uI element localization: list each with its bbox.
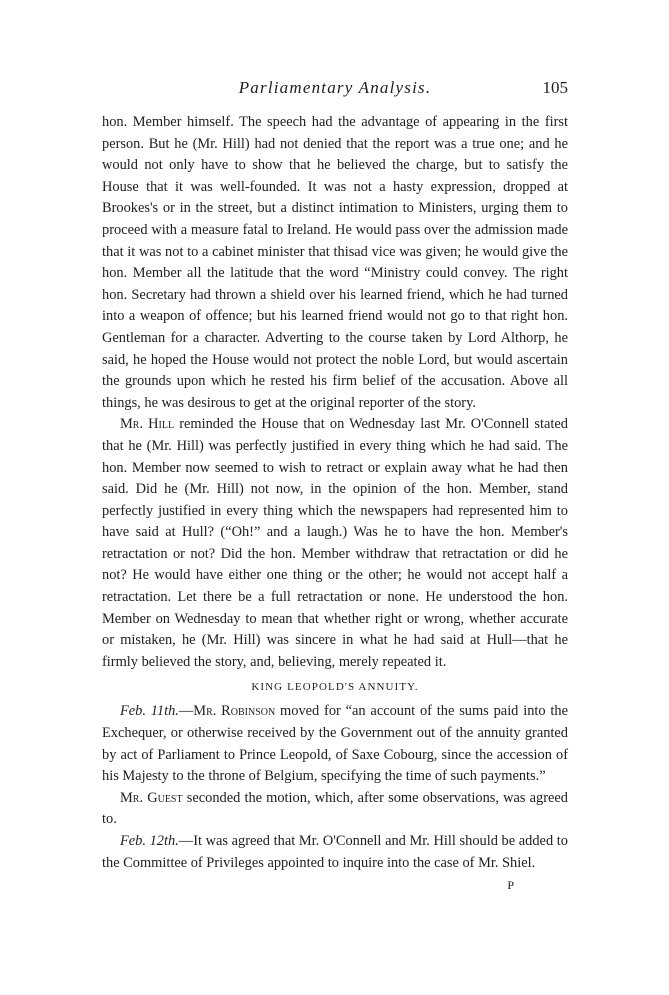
book-page bbox=[102, 78, 568, 893]
running-title: Parliamentary Analysis. bbox=[238, 78, 432, 97]
signature-mark: P bbox=[507, 878, 514, 893]
paragraph-mr-hill bbox=[102, 414, 568, 673]
paragraph-text: seconded the motion, which, after some observations, was agreed to. bbox=[102, 789, 568, 828]
page-number: 105 bbox=[542, 78, 568, 97]
entry-date: Feb. 11th. bbox=[120, 703, 179, 720]
paragraph-feb-12 bbox=[102, 831, 568, 874]
paragraph-text: moved for “an account of the sums paid into the Exchequer, or otherwise received by the Government out of the annuity granted by act of Parliament to Prince Leopold, of Saxe Cobourg, since the accession of his Majesty to the throne of Belgium, specifying the time of such payments.” bbox=[102, 703, 568, 785]
page-header bbox=[102, 78, 568, 106]
speaker-name: Mr. Robinson bbox=[193, 703, 276, 720]
entry-dash: — bbox=[178, 703, 194, 720]
section-heading: KING LEOPOLD'S ANNUITY. bbox=[251, 681, 419, 694]
paragraph-text: reminded the House that on Wednesday last Mr. O'Connell stated that he (Mr. Hill) was perfectly justified in every thing which he had said. The hon. Member now seemed to wish to retract or explain away what he had then said. Did he (Mr. Hill) not now, in the opinion of the hon. Member, stand perfectly justified in every thing which the newspapers had represented him to have said at Hull? (“Oh!” and a laugh.) Was he to have the hon. Member's retractation or not? Did the hon. Member withdraw that retractation or did he not? He would have either one thing or the other; he would not accept half a retractation. Let there be a full retractation or none. He understood the hon. Member on Wednesday to mean that whether right or wrong, whether accurate or mistaken, he (Mr. Hill) was sincere in what he had said at Hull—that he firmly believed the story, and, believing, merely repeated it. bbox=[102, 416, 568, 670]
paragraph-continuation bbox=[102, 112, 568, 414]
paragraph-feb-11 bbox=[102, 701, 568, 787]
speaker-name: Mr. Hill bbox=[120, 416, 175, 433]
speaker-name: Mr. Guest bbox=[120, 789, 183, 806]
paragraph-mr-guest bbox=[102, 788, 568, 831]
paragraph-text: —It was agreed that Mr. O'Connell and Mr. Hill should be added to the Committee of Privileges appointed to inquire into the case of Mr. Shiel. bbox=[102, 833, 568, 871]
paragraph-text: hon. Member himself. The speech had the advantage of appearing in the first person. But he (Mr. Hill) had not denied that the report was a true one; and he would not only have to show that he believed the charge, but to satisfy the House that it was well-founded. It was not a hasty expression, dropped at Brookes's or in the street, but a distinct intimation to Ministers, urging them to proceed with a measure fatal to Ireland. He would pass over the admission made that it was not to a cabinet minister that thisad vice was given; he would give the hon. Member all the latitude that the word “Ministry could convey. The right hon. Secretary had thrown a shield over his learned friend, which he had turned into a weapon of offence; but his learned friend would not go to that right hon. Gentleman for a character. Adverting to the course taken by Lord Althorp, he said, he hoped the House would not protect the noble Lord, but would ascertain the grounds upon which he rested his firm belief of the accusation. Above all things, he was desirous to get at the original reporter of the story. bbox=[102, 114, 568, 411]
entry-date: Feb. 12th. bbox=[120, 833, 179, 849]
